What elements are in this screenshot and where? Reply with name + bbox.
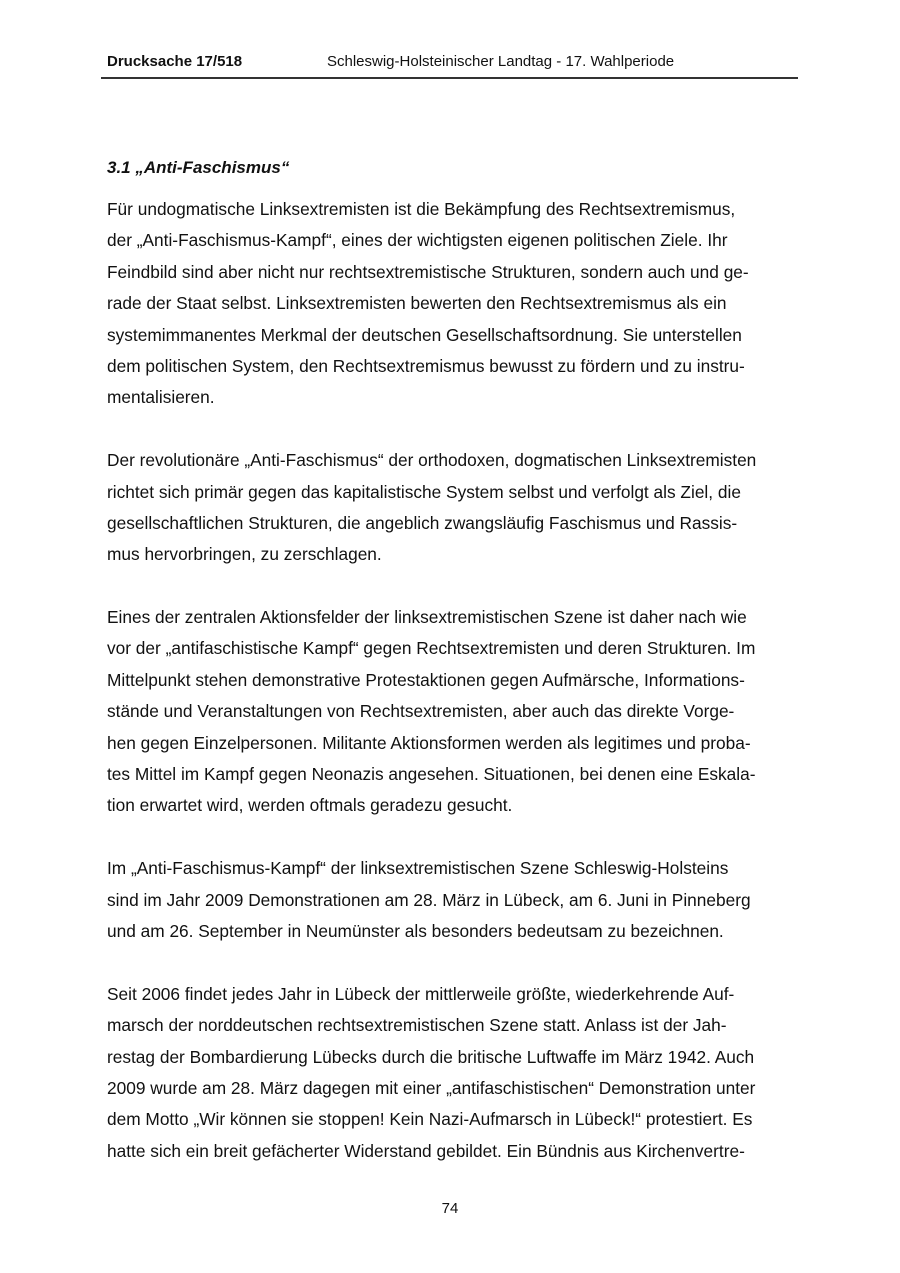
- text-line: Mittelpunkt stehen demonstrative Protestaktionen gegen Aufmärsche, Informations-: [107, 669, 745, 690]
- text-line: tes Mittel im Kampf gegen Neonazis angesehen. Situationen, bei denen eine Eskala-: [107, 764, 756, 785]
- text-line: dem politischen System, den Rechtsextremismus bewusst zu fördern und zu instru-: [107, 355, 745, 376]
- text-line: hen gegen Einzelpersonen. Militante Aktionsformen werden als legitimes und proba-: [107, 732, 751, 753]
- paragraph: [107, 602, 807, 822]
- text-line: mentalisieren.: [107, 387, 215, 408]
- body-text: [107, 194, 807, 1199]
- text-line: tion erwartet wird, werden oftmals geradezu gesucht.: [107, 795, 513, 816]
- text-line: gesellschaftlichen Strukturen, die angeblich zwangsläufig Faschismus und Rassis-: [107, 512, 738, 533]
- text-line: der „Anti-Faschismus-Kampf“, eines der wichtigsten eigenen politischen Ziele. Ihr: [107, 230, 728, 251]
- paragraph: [107, 853, 807, 947]
- text-line: Der revolutionäre „Anti-Faschismus“ der orthodoxen, dogmatischen Linksextremisten: [107, 450, 757, 471]
- page-number: 74: [441, 1200, 459, 1217]
- text-line: richtet sich primär gegen das kapitalistische System selbst und verfolgt als Ziel, die: [107, 481, 741, 502]
- text-line: Feindbild sind aber nicht nur rechtsextremistische Strukturen, sondern auch und ge-: [107, 261, 749, 282]
- text-line: sind im Jahr 2009 Demonstrationen am 28. März in Lübeck, am 6. Juni in Pinneberg: [107, 889, 751, 910]
- text-line: Seit 2006 findet jedes Jahr in Lübeck der mittlerweile größte, wiederkehrende Auf-: [107, 983, 735, 1004]
- text-line: und am 26. September in Neumünster als besonders bedeutsam zu bezeichnen.: [107, 920, 724, 941]
- text-line: vor der „antifaschistische Kampf“ gegen Rechtsextremisten und deren Strukturen. Im: [107, 638, 756, 659]
- text-line: Im „Anti-Faschismus-Kampf“ der linksextremistischen Szene Schleswig-Holsteins: [107, 858, 729, 879]
- page-header: [101, 52, 798, 79]
- section-heading: 3.1 „Anti-Faschismus“: [107, 158, 290, 177]
- text-line: Eines der zentralen Aktionsfelder der linksextremistischen Szene ist daher nach wie: [107, 607, 747, 628]
- text-line: marsch der norddeutschen rechtsextremistischen Szene statt. Anlass ist der Jah-: [107, 1015, 727, 1036]
- text-line: stände und Veranstaltungen von Rechtsextremisten, aber auch das direkte Vorge-: [107, 701, 735, 722]
- text-line: hatte sich ein breit gefächerter Widerstand gebildet. Ein Bündnis aus Kirchenvertre-: [107, 1140, 745, 1161]
- text-line: dem Motto „Wir können sie stoppen! Kein Nazi-Aufmarsch in Lübeck!“ protestiert. Es: [107, 1109, 753, 1130]
- document-number: Drucksache 17/518: [107, 53, 243, 70]
- text-line: restag der Bombardierung Lübecks durch die britische Luftwaffe im März 1942. Auch: [107, 1046, 755, 1067]
- paragraph: [107, 445, 807, 571]
- paragraph: [107, 979, 807, 1167]
- text-line: rade der Staat selbst. Linksextremisten bewerten den Rechtsextremismus als ein: [107, 293, 727, 314]
- text-line: 2009 wurde am 28. März dagegen mit einer „antifaschistischen“ Demonstration unter: [107, 1077, 756, 1098]
- text-line: mus hervorbringen, zu zerschlagen.: [107, 544, 382, 565]
- text-line: Für undogmatische Linksextremisten ist die Bekämpfung des Rechtsextremismus,: [107, 199, 736, 219]
- header-title: Schleswig-Holsteinischer Landtag - 17. Wahlperiode: [327, 53, 675, 70]
- paragraph: [107, 194, 807, 414]
- text-line: systemimmanentes Merkmal der deutschen Gesellschaftsordnung. Sie unterstellen: [107, 324, 742, 345]
